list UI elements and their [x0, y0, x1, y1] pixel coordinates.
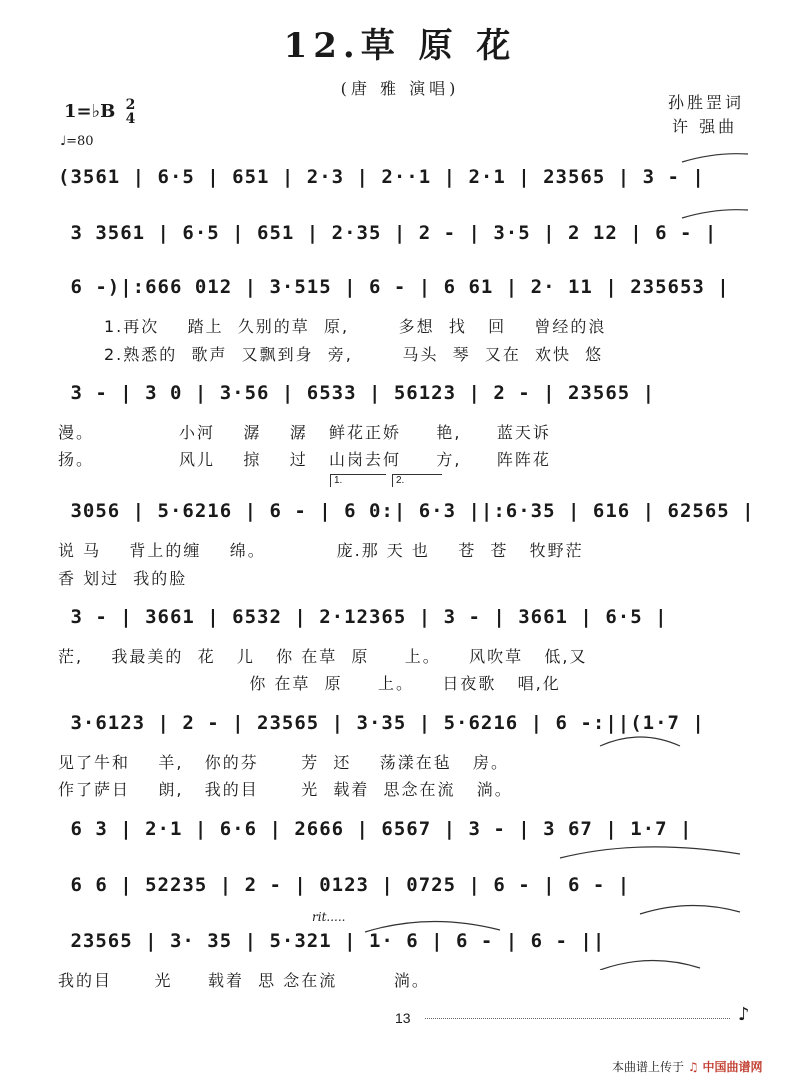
- score-line-5: 3056 | 5·6216 | 6 - | 6 0:| 6·3 ||:6·35 | 616 | 62565 |: [58, 500, 755, 522]
- key-label: 1=♭B: [64, 101, 116, 122]
- site-logo-icon: ♫: [687, 1060, 699, 1074]
- footer-dotted-line: [425, 1018, 730, 1019]
- upload-text: 本曲谱上传于: [612, 1060, 685, 1074]
- score-line-6: 3 - | 3661 | 6532 | 2·12365 | 3 - | 3661 | 6·5 |: [58, 606, 668, 628]
- performer-note: (唐 雅 演唱): [340, 79, 460, 98]
- lyric-line-7a: 见了牛和 羊, 你的芬 芳 还 荡漾在毡 房。: [58, 753, 509, 772]
- lyric-line-3a: 1.再次 踏上 久别的草 原, 多想 找 回 曾经的浪: [104, 317, 607, 336]
- lyric-line-4a: 漫。 小河 潺 潺 鲜花正娇 艳, 蓝天诉: [58, 423, 551, 442]
- song-title: 12.草 原 花: [283, 26, 517, 66]
- tempo-marking: ♩=80: [60, 134, 94, 149]
- site-name[interactable]: 中国曲谱网: [702, 1060, 763, 1074]
- score-line-8: 6 3 | 2·1 | 6·6 | 2666 | 6567 | 3 - | 3 67 | 1·7 |: [58, 818, 693, 840]
- lyric-line-10a: 我的目 光 载着 思 念在流 淌。: [58, 971, 430, 990]
- lyric-line-6b: 你 在草 原 上。 日夜歌 唱,化: [58, 674, 561, 693]
- score-line-2: 3 3561 | 6·5 | 651 | 2·35 | 2 - | 3·5 | 2 12 | 6 - |: [58, 222, 718, 244]
- time-bottom: 4: [125, 111, 136, 127]
- slur-marks: [0, 150, 800, 970]
- volta-2: 2.: [392, 474, 442, 487]
- lyric-line-5a: 说 马 背上的缠 绵。 庞.那 天 也 苍 苍 牧野茫: [58, 541, 584, 560]
- score-line-1: (3561 | 6·5 | 651 | 2·3 | 2··1 | 2·1 | 23565 | 3 - |: [58, 166, 705, 188]
- page-number: 13: [395, 1010, 411, 1026]
- score-line-4: 3 - | 3 0 | 3·56 | 6533 | 56123 | 2 - | 23565 |: [58, 382, 656, 404]
- lyricist-credit: 孙胜罡词: [668, 93, 745, 112]
- score-line-9: 6 6 | 52235 | 2 - | 0123 | 0725 | 6 - | 6 - |: [58, 874, 631, 896]
- score-line-7: 3·6123 | 2 - | 23565 | 3·35 | 5·6216 | 6 -:||(1·7 |: [58, 712, 705, 734]
- ritardando-mark: rit.....: [312, 910, 346, 924]
- lyric-line-7b: 作了萨日 朗, 我的目 光 载着 思念在流 淌。: [58, 780, 513, 799]
- composer-credit: 许 强曲: [672, 117, 738, 136]
- time-signature: [126, 98, 136, 126]
- score-line-10: 23565 | 3· 35 | 5·321 | 1· 6 | 6 - | 6 - ||: [58, 930, 606, 952]
- music-note-icon: ♪: [738, 1004, 750, 1025]
- score-line-3: 6 -)|:666 012 | 3·515 | 6 - | 6 61 | 2· 11 | 235653 |: [58, 276, 730, 298]
- lyric-line-4b: 扬。 风儿 掠 过 山岗去何 方, 阵阵花: [58, 450, 551, 469]
- lyric-line-3b: 2.熟悉的 歌声 又飘到身 旁, 马头 琴 又在 欢快 悠: [104, 345, 604, 364]
- lyric-line-5b: 香 划过 我的脸: [58, 569, 188, 588]
- time-top: 2: [125, 97, 136, 113]
- footer-upload-note: [612, 1058, 762, 1075]
- key-signature: [64, 98, 135, 126]
- volta-1: 1.: [330, 474, 386, 487]
- lyric-line-6a: 茫, 我最美的 花 儿 你 在草 原 上。 风吹草 低,又: [58, 647, 588, 666]
